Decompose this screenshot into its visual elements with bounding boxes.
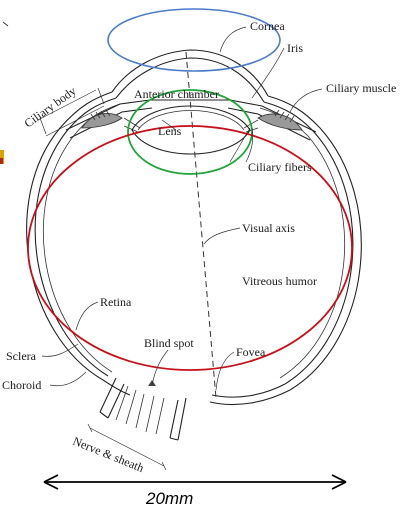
eyeball-walls — [27, 92, 362, 405]
label-anterior-chamber: Anterior chamber — [134, 87, 219, 101]
label-visual-axis: Visual axis — [242, 221, 295, 235]
label-ciliary-muscle: Ciliary muscle — [326, 81, 397, 95]
label-cornea: Cornea — [250, 19, 285, 33]
label-blind-spot: Blind spot — [144, 336, 194, 350]
label-fovea: Fovea — [236, 345, 266, 359]
label-ciliary-body: Ciliary body — [21, 83, 79, 131]
label-sclera: Sclera — [6, 349, 36, 363]
left-edge-marks — [0, 22, 8, 164]
label-nerve-sheath: Nerve & sheath — [70, 433, 146, 475]
scale-bar — [44, 475, 346, 489]
label-vitreous-humor: Vitreous humor — [242, 274, 317, 288]
label-choroid: Choroid — [2, 378, 42, 392]
label-iris: Iris — [287, 41, 303, 55]
optic-nerve — [100, 378, 186, 440]
label-ciliary-fibers: Ciliary fibers — [248, 160, 312, 174]
label-retina: Retina — [100, 295, 132, 309]
scale-label: 20mm — [146, 489, 194, 508]
label-lens: Lens — [158, 124, 182, 138]
